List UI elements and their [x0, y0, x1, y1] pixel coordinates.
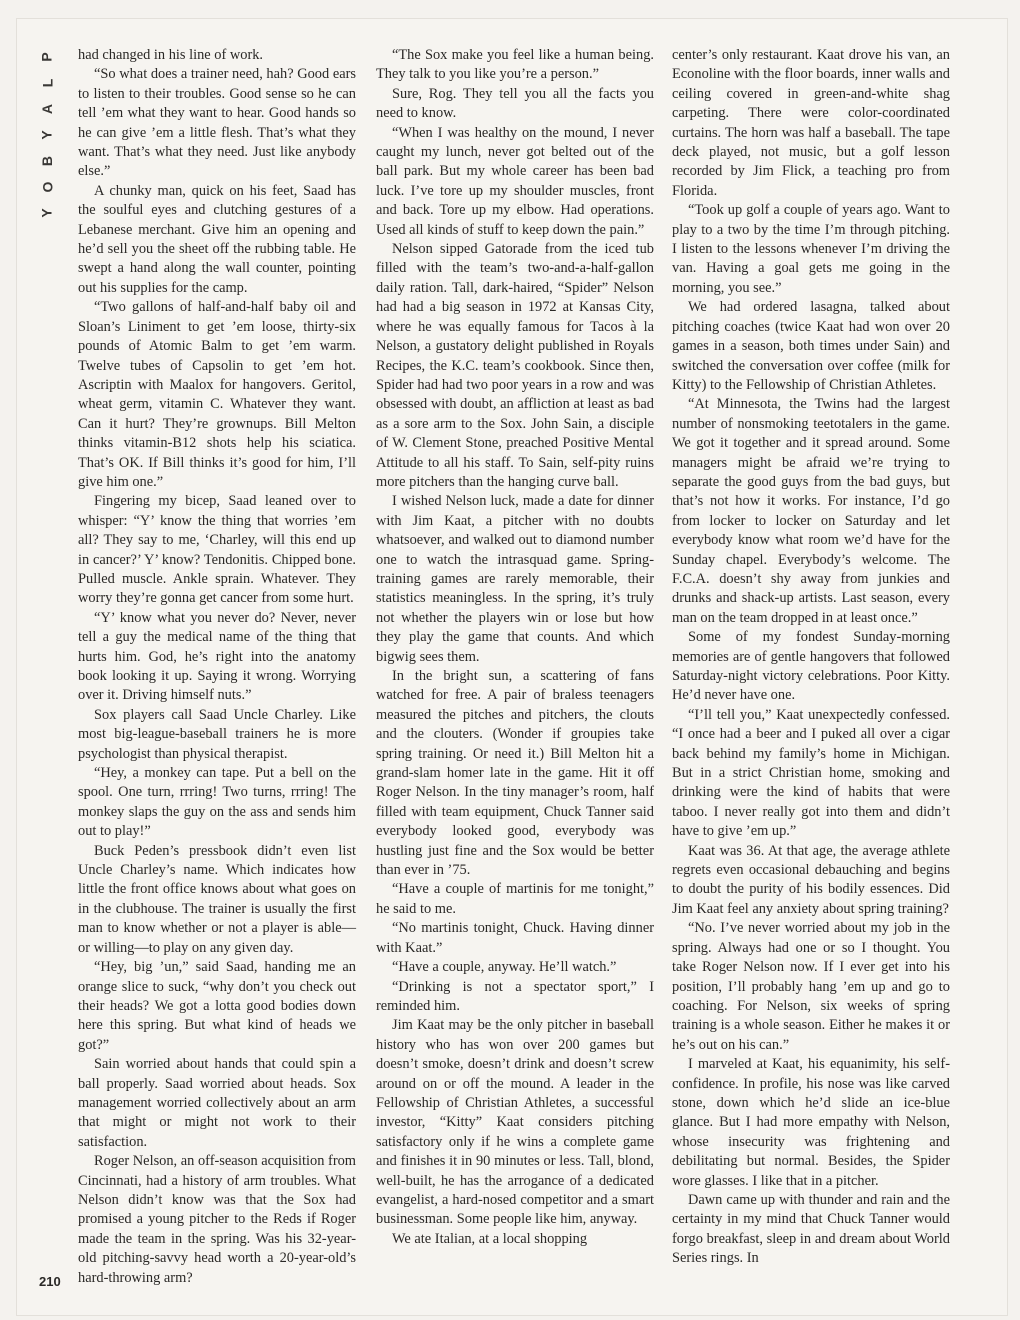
- paragraph: Dawn came up with thunder and rain and the certainty in my mind that Chuck Tanner would forgo breakfast, sleep in and dream about World Series rings. In: [672, 1191, 950, 1267]
- paragraph: “Took up golf a couple of years ago. Want to play to a two by the time I’m through pitching. I listen to the lessons whenever I’m driving the van. Having a goal gets me going in the morning, you see.”: [672, 202, 950, 296]
- paragraph: had changed in his line of work.: [78, 47, 264, 63]
- paragraph: Sain worried about hands that could spin a ball properly. Saad worried about heads. Sox management worried collectively about an arm that might or might not work to their satisfaction.: [78, 1056, 356, 1150]
- paragraph: “Drinking is not a spectator sport,” I reminded him.: [376, 978, 654, 1014]
- paragraph: “I’ll tell you,” Kaat unexpectedly confessed. “I once had a beer and I puked all over a cigar back behind my family’s home in Michigan. But in a strict Christian home, smoking and drinking were the kind of habits that were taboo. I never really got into them and didn’t have to give ’em up.”: [672, 706, 950, 840]
- paragraph: “No martinis tonight, Chuck. Having dinner with Kaat.”: [376, 920, 654, 956]
- text-column-3: [672, 46, 950, 1269]
- title-letter: A: [39, 103, 55, 115]
- paragraph: We had ordered lasagna, talked about pitching coaches (twice Kaat had won over 20 games in a season, both times under Sain) and switched the conversation over coffee (milk for Kitty) to the Fellowship of Christian Athletes.: [672, 299, 950, 393]
- text-column-1: [78, 46, 356, 1288]
- text-column-2: [376, 46, 654, 1249]
- paragraph: “Hey, a monkey can tape. Put a bell on the spool. One turn, rrring! Two turns, rrring! The monkey slaps the guy on the ass and sends him out to play!”: [78, 765, 356, 840]
- paragraph: “Have a couple of martinis for me tonight,” he said to me.: [376, 881, 654, 917]
- paragraph: “So what does a trainer need, hah? Good ears to listen to their troubles. Good sense so he can tell ’em what they want to hear. Good hands so he can give ’em a little flesh. That’s what they want. That’s what they need. Just like anybody else.”: [78, 66, 356, 180]
- title-letter: O: [38, 181, 55, 193]
- paragraph: Some of my fondest Sunday-morning memories are of gentle hangovers that followed Saturday-night victory celebrations. Poor Kitty. He’d never have one.: [672, 629, 950, 704]
- paragraph: A chunky man, quick on his feet, Saad has the soulful eyes and clutching gestures of a Lebanese merchant. Give him an opening and he’d sell you the sheet off the rubbing table. He swept a hand along the wall counter, pointing out his supplies for the camp.: [78, 182, 356, 296]
- paragraph: “Have a couple, anyway. He’ll watch.”: [392, 959, 617, 976]
- paragraph: Kaat was 36. At that age, the average athlete regrets even occasional debauching and begins to doubt the purity of his bodily essences. Did Jim Kaat feel any anxiety about spring training?: [672, 842, 950, 917]
- page-number: 210: [39, 1274, 61, 1289]
- paragraph: In the bright sun, a scattering of fans watched for free. A pair of braless teenagers measured the pitches and pitchers, the clouts and the clouters. (Wonder if groupies take spring training. Or need it.) Bill Melton hit a grand-slam homer late in the game. Hit it off Roger Nelson. In the tiny manager’s room, half filled with team equipment, Chuck Tanner said everybody looked good, everybody was hustling just fine and the Sox would be better than ever in ’75.: [376, 668, 654, 879]
- paragraph: Buck Peden’s pressbook didn’t even list Uncle Charley’s name. Which indicates how little the front office knows about what goes on in the clubhouse. The trainer is usually the first man to know whether or not a player is able—or willing—to play on any given day.: [78, 842, 356, 956]
- title-letter: Y: [39, 208, 55, 218]
- title-letter: B: [39, 155, 55, 167]
- paragraph: I wished Nelson luck, made a date for dinner with Jim Kaat, a pitcher with no doubts whatsoever, and walked out to diamond number one to watch the intrasquad game. Spring-training games are rarely memorable, their statistics meaningless. In the spring, it’s truly not whether the players win or lose but how they play the game that counts. And which bigwig sees them.: [376, 493, 654, 665]
- paragraph: “Two gallons of half-and-half baby oil and Sloan’s Liniment to get ’em loose, thirty-six pounds of Atomic Balm to get ’em warm. Twelve tubes of Capsolin to get ’em hot. Ascriptin with Maalox for hangovers. Geritol, wheat germ, vitamin C. Whatever they want. Can it hurt? They’re grownups. Bill Melton thinks vitamin-B12 shots help his sciatica. That’s OK. If Bill thinks it’s good for him, I’ll give him one.”: [78, 299, 356, 490]
- paragraph: Nelson sipped Gatorade from the iced tub filled with the team’s two-and-a-half-gallon daily ration. Tall, dark-haired, “Spider” Nelson had had a big season in 1972 at Kansas City, where he was equally famous for Tacos à la Nelson, a gustatory delight published in Royals Recipes, the K.C. team’s cookbook. Since then, Spider had had two poor years in a row and was obsessed with doubt, an affliction at least as bad as a sore arm to the Sox. John Sain, a disciple of W. Clement Stone, preached Positive Mental Attitude to all his staff. To Sain, self-pity ruins more pitchers than the hanging curve ball.: [376, 241, 654, 490]
- paragraph: “The Sox make you feel like a human being. They talk to you like you’re a person.”: [376, 47, 654, 83]
- magazine-running-title: [36, 48, 58, 222]
- paragraph: Sox players call Saad Uncle Charley. Like most big-league-baseball trainers he is more psychologist than physical therapist.: [78, 706, 356, 762]
- paragraph: We ate Italian, at a local shopping: [392, 1230, 588, 1247]
- paragraph: I marveled at Kaat, his equanimity, his self-confidence. In profile, his nose was like carved stone, down which he’d slide an ice-blue glance. But I had more empathy with Nelson, whose insecurity was frightening and debilitating but normal. Besides, the Spider wore glasses. I like that in a pitcher.: [672, 1056, 950, 1189]
- paragraph: “At Minnesota, the Twins had the largest number of nonsmoking teetotalers in the game. We got it together and it spread around. Some managers might be afraid we’re trying to separate the good guys from the bad guys, but that’s not how it works. For instance, I’d go from locker to locker on Saturday and let everybody know what room we’d have for the Sunday chapel. Everybody’s welcome. The F.C.A. doesn’t shy away from junkies and drunks and shack-up artists. Last season, every man on the team dropped in at least once.”: [672, 396, 950, 626]
- paragraph: Fingering my bicep, Saad leaned over to whisper: “Y’ know the thing that worries ’em all? They say to me, ‘Charley, will this end up in cancer?’ Y’ know? Tendonitis. Chipped bone. Pulled muscle. Ankle sprain. Whatever. They worry they’re gonna get cancer from some hurt.: [78, 493, 356, 607]
- title-letter: P: [39, 52, 55, 62]
- paragraph: “Y’ know what you never do? Never, never tell a guy the medical name of the thing that hurts him. God, he’s right into the anatomy book looking it up. Saying it wrong. Worrying over it. Driving himself nuts.”: [78, 609, 356, 704]
- paragraph: Sure, Rog. They tell you all the facts you need to know.: [376, 85, 654, 122]
- title-letter: L: [39, 78, 55, 88]
- paragraph: Jim Kaat may be the only pitcher in baseball history who has won over 200 games but doesn’t smoke, doesn’t drink and doesn’t screw around on or off the mound. A leader in the Fellowship of Christian Athletes, a successful investor, “Kitty” Kaat considers pitching satisfactory only if he wins a complete game and finishes it in 90 minutes or less. Tall, blond, well-built, he has the arrogance of a dedicated evangelist, a hard-nosed competitor and a smart businessman. Some people like him, anyway.: [376, 1017, 654, 1228]
- paragraph: “When I was healthy on the mound, I never caught my lunch, never got belted out of the ball park. But my whole career has been bad luck. I’ve tore up my shoulder muscles, front and back. Tore up my elbow. Had operations. Used all kinds of stuff to keep down the pain.”: [376, 124, 654, 238]
- paragraph: center’s only restaurant. Kaat drove his van, an Econoline with the floor boards, inner walls and ceiling covered in green-and-white shag carpeting. There were color-coordinated curtains. The horn was half a baseball. The tape deck played, not music, but a golf lesson recorded by Jim Flick, a teaching pro from Florida.: [672, 47, 950, 199]
- paragraph: Roger Nelson, an off-season acquisition from Cincinnati, had a history of arm troubles. What Nelson didn’t know was that the Sox had promised a young pitcher to the Reds if Roger made the team in the spring. Was his 32-year-old pitching-savvy head worth a 20-year-old’s hard-throwing arm?: [78, 1153, 356, 1286]
- paragraph: “No. I’ve never worried about my job in the spring. Always had one or so I thought. You take Roger Nelson now. If I ever get into his position, I’ll probably hang ’em up and go to coaching. For Nelson, six weeks of spring training is a whole season. Either he makes it or he’s out on his can.”: [672, 920, 950, 1053]
- paragraph: “Hey, big ’un,” said Saad, handing me an orange slice to suck, “why don’t you check out their heads? We got a lotta good bodies down here this spring. But what kind of heads we got?”: [78, 959, 356, 1053]
- title-letter: Y: [39, 130, 55, 140]
